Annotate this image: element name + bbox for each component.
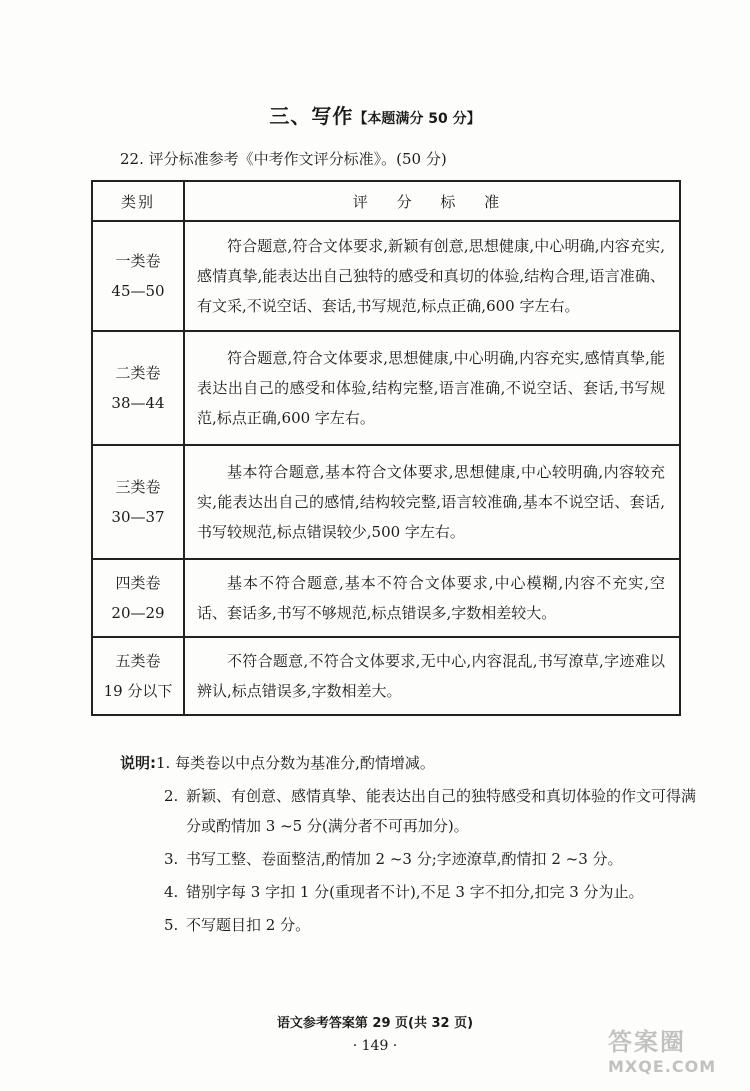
note-text: 新颖、有创意、感情真挚、能表达出自己的独特感受和真切体验的作文可得满分或酌情加 3 ~5 分(满分者不可再加分)。 [186, 787, 697, 835]
table-row [92, 559, 680, 637]
standard-description: 基本不符合题意,基本不符合文体要求,中心模糊,内容不充实,空话、套话多,书写不够规范,标点错误多,字数相差较大。 [184, 559, 680, 637]
category-cell [92, 559, 184, 637]
table-row [92, 221, 680, 331]
page-number: · 149 · [352, 1038, 398, 1054]
category-name: 二类卷 [115, 364, 161, 382]
category-cell [92, 331, 184, 445]
standard-description: 基本符合题意,基本符合文体要求,思想健康,中心较明确,内容较充实,能表达出自己的感情,结构较完整,语言较准确,基本不说空话、套话,书写较规范,标点错误较少,500 字左右。 [184, 445, 680, 559]
note-number: 4. [164, 883, 179, 901]
note-number: 1. [156, 754, 171, 772]
table-header-row [92, 181, 680, 221]
table-row [92, 637, 680, 715]
table-row [92, 445, 680, 559]
watermark-line1: 答案圈 [608, 1028, 686, 1056]
note-text: 每类卷以中点分数为基准分,酌情增减。 [175, 754, 435, 772]
category-name: 三类卷 [115, 478, 161, 496]
header-category: 类别 [92, 181, 184, 221]
note-item [120, 877, 710, 907]
category-cell [92, 445, 184, 559]
category-range: 38—44 [111, 394, 165, 412]
category-cell [92, 637, 184, 715]
section-title [0, 100, 750, 129]
note-item [120, 910, 710, 940]
note-item [120, 748, 710, 778]
page-footer: 语文参考答案第 29 页(共 32 页) [276, 1016, 474, 1031]
table-row [92, 331, 680, 445]
question-text: 22. 评分标准参考《中考作文评分标准》。(50 分) [120, 150, 447, 168]
note-text: 错别字每 3 字扣 1 分(重现者不计),不足 3 字不扣分,扣完 3 分为止。 [186, 883, 644, 901]
note-number: 2. [164, 787, 179, 805]
category-name: 五类卷 [115, 652, 161, 670]
note-text: 不写题目扣 2 分。 [186, 916, 311, 934]
note-number: 5. [164, 916, 179, 934]
notes-label: 说明: [120, 754, 156, 772]
section-score-note: 【本题满分 50 分】 [353, 111, 481, 127]
watermark-logo [608, 1022, 738, 1086]
standard-description: 符合题意,符合文体要求,思想健康,中心明确,内容充实,感情真挚,能表达出自己的感受和体验,结构完整,语言准确,不说空话、套话,书写规范,标点正确,600 字左右。 [184, 331, 680, 445]
rubric-table [91, 180, 681, 716]
note-text: 书写工整、卷面整洁,酌情加 2 ~3 分;字迹潦草,酌情扣 2 ~3 分。 [186, 850, 623, 868]
note-item [120, 781, 710, 841]
standard-description: 不符合题意,不符合文体要求,无中心,内容混乱,书写潦草,字迹难以辨认,标点错误多,字数相差大。 [184, 637, 680, 715]
category-range: 30—37 [111, 508, 165, 526]
section-title-text: 三、写作 [269, 104, 354, 128]
header-standard: 评 分 标 准 [184, 181, 680, 221]
category-name: 四类卷 [115, 574, 161, 592]
note-item [120, 844, 710, 874]
notes-section [120, 748, 710, 943]
category-range: 19 分以下 [103, 682, 173, 700]
watermark-line2: MXQE.COM [608, 1057, 717, 1076]
category-name: 一类卷 [115, 252, 161, 270]
category-cell [92, 221, 184, 331]
note-number: 3. [164, 850, 179, 868]
standard-description: 符合题意,符合文体要求,新颖有创意,思想健康,中心明确,内容充实,感情真挚,能表达出自己独特的感受和真切的体验,结构合理,语言准确、有文采,不说空话、套话,书写规范,标点正确,600 字左右。 [184, 221, 680, 331]
category-range: 45—50 [111, 282, 165, 300]
category-range: 20—29 [111, 604, 165, 622]
